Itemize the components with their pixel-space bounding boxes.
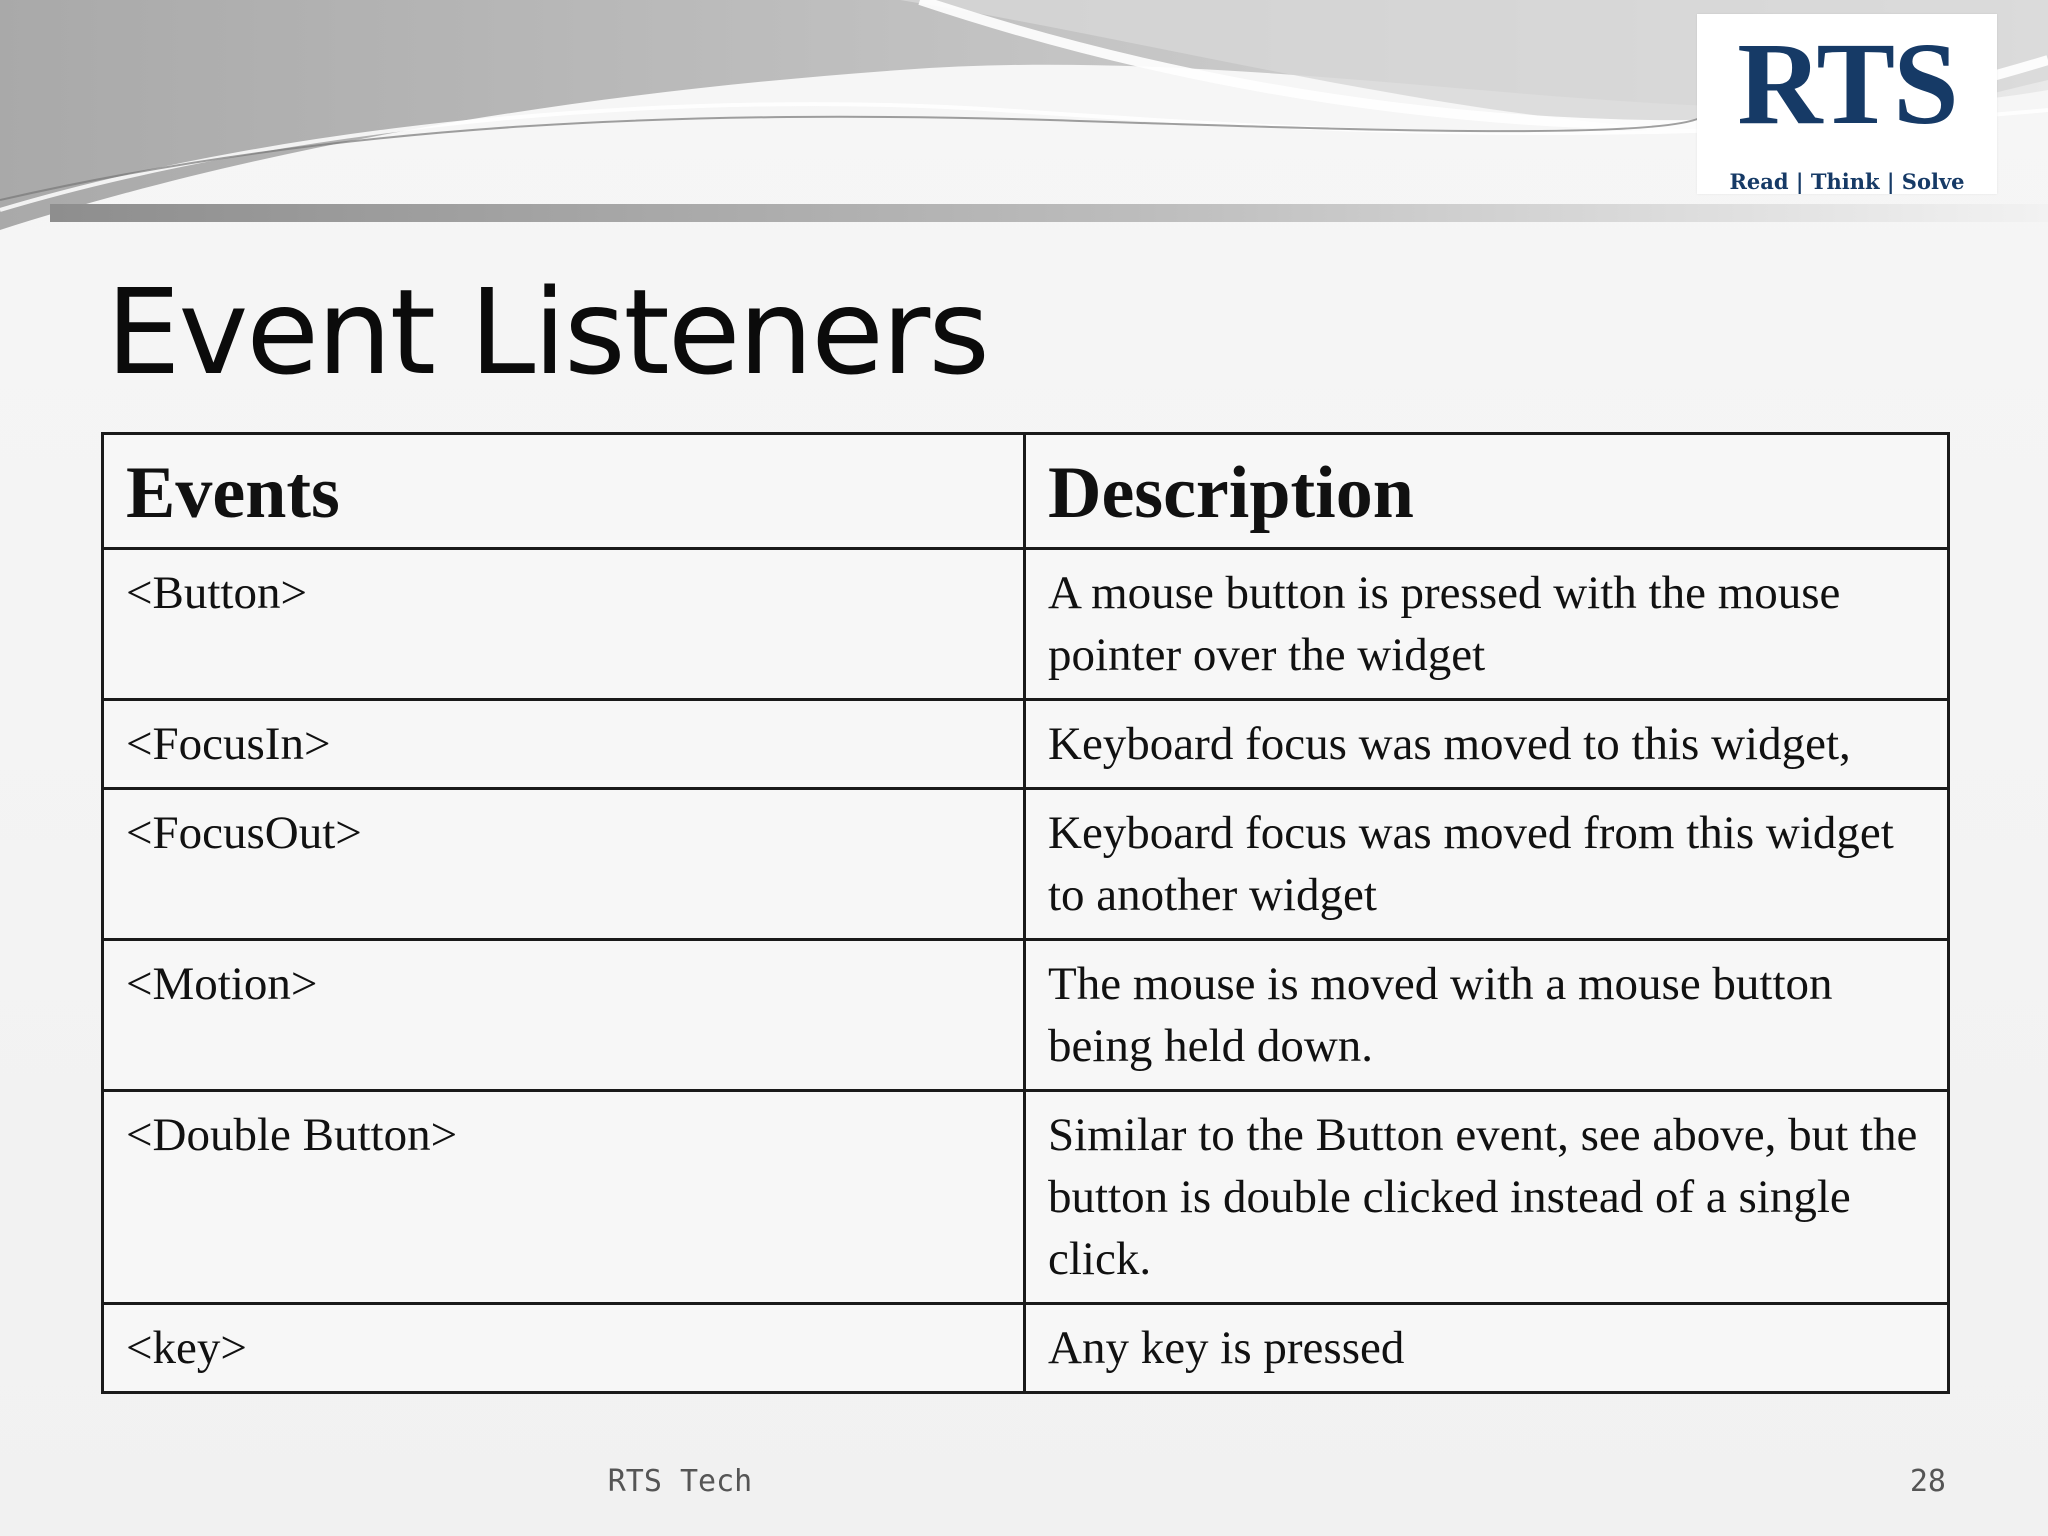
description-cell: Any key is pressed bbox=[1025, 1304, 1949, 1393]
slide-title: Event Listeners bbox=[106, 263, 988, 401]
column-header-description: Description bbox=[1025, 434, 1949, 549]
table-row bbox=[103, 1091, 1949, 1304]
table-row bbox=[103, 940, 1949, 1091]
table-header-row bbox=[103, 434, 1949, 549]
description-cell: A mouse button is pressed with the mouse pointer over the widget bbox=[1025, 549, 1949, 700]
description-cell: The mouse is moved with a mouse button being held down. bbox=[1025, 940, 1949, 1091]
table-row bbox=[103, 700, 1949, 789]
rts-logo bbox=[1697, 14, 1997, 194]
event-cell: <Motion> bbox=[103, 940, 1025, 1091]
event-cell: <Button> bbox=[103, 549, 1025, 700]
logo-tagline: Read | Think | Solve bbox=[1729, 169, 1965, 194]
event-cell: <FocusIn> bbox=[103, 700, 1025, 789]
event-cell: <FocusOut> bbox=[103, 789, 1025, 940]
description-cell: Similar to the Button event, see above, but the button is double clicked instead of a single click. bbox=[1025, 1091, 1949, 1304]
description-cell: Keyboard focus was moved from this widget to another widget bbox=[1025, 789, 1949, 940]
table-row bbox=[103, 549, 1949, 700]
event-cell: <key> bbox=[103, 1304, 1025, 1393]
column-header-events: Events bbox=[103, 434, 1025, 549]
description-cell: Keyboard focus was moved to this widget, bbox=[1025, 700, 1949, 789]
table-row bbox=[103, 789, 1949, 940]
footer-page-number: 28 bbox=[1909, 1464, 1946, 1499]
footer-company-name: RTS Tech bbox=[607, 1464, 753, 1499]
table-row bbox=[103, 1304, 1949, 1393]
event-listeners-table bbox=[101, 432, 1950, 1394]
event-cell: <Double Button> bbox=[103, 1091, 1025, 1304]
logo-wordmark: RTS bbox=[1737, 18, 1957, 149]
